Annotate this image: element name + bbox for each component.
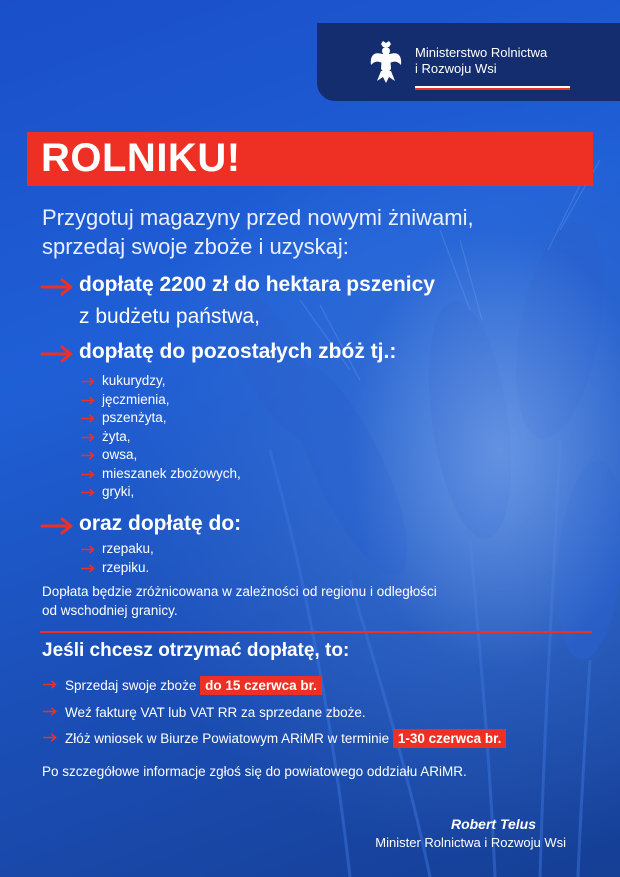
list-item: [80, 446, 241, 465]
list-item-label: owsa,: [102, 447, 138, 462]
list-item-label: rzepaku,: [102, 541, 154, 556]
ministry-name-line2: i Rozwoju Wsi: [415, 61, 497, 76]
list-item-label: pszenżyta,: [102, 410, 167, 425]
list-item: [80, 465, 241, 484]
eagle-emblem-icon: [369, 41, 403, 83]
info-text: Po szczegółowe informacje zgłoś się do powiatowego oddziału ARiMR.: [42, 764, 467, 779]
step-1-deadline-badge: do 15 czerwca br.: [200, 676, 322, 695]
intro-line1: Przygotuj magazyny przed nowymi żniwami,: [42, 205, 474, 230]
ministry-name: [415, 45, 547, 77]
offer-wheat-title: dopłatę 2200 zł do hektara pszenicy: [79, 273, 435, 296]
list-item-label: kukurydzy,: [102, 373, 166, 388]
arrow-right-icon: [80, 451, 95, 460]
arrow-right-icon: [42, 733, 57, 742]
signer-title: Minister Rolnictwa i Rozwoju Wsi: [375, 835, 566, 850]
step-2: [42, 702, 366, 724]
arrow-right-icon: [80, 564, 95, 573]
conditions-title: Jeśli chcesz otrzymać dopłatę, to:: [42, 640, 350, 661]
arrow-right-icon: [80, 488, 95, 497]
list-item: [80, 428, 241, 447]
ministry-name-line1: Ministerstwo Rolnictwa: [415, 45, 548, 60]
headline: ROLNIKU!: [41, 136, 241, 180]
signature: [375, 815, 566, 853]
offer-rapeseed-title: oraz dopłatę do:: [79, 512, 242, 535]
list-item: [80, 540, 154, 559]
list-item-label: mieszanek zbożowych,: [102, 465, 241, 481]
step-3-text: Złóż wniosek w Biurze Powiatowym ARiMR w terminie: [65, 731, 390, 746]
arrow-right-icon: [80, 396, 95, 405]
note-text: [42, 582, 437, 620]
list-item-label: jęczmienia,: [102, 391, 170, 407]
list-item: [80, 483, 241, 502]
note-line1: Dopłata będzie zróżnicowana w zależności od regionu i odległości: [42, 584, 437, 599]
list-item-label: gryki,: [102, 484, 135, 499]
arrow-right-icon: [42, 680, 57, 689]
arrow-right-icon: [80, 377, 95, 386]
list-item: [80, 409, 241, 428]
headline-bar: [27, 132, 593, 186]
step-1-text: Sprzedaj swoje zboże: [65, 678, 197, 693]
arrow-right-icon: [80, 470, 95, 479]
arrow-right-icon: [40, 516, 74, 536]
step-3-deadline-badge: 1-30 czerwca br.: [393, 729, 507, 748]
arrow-right-icon: [40, 277, 74, 297]
arrow-right-icon: [80, 545, 95, 554]
ministry-header: [317, 23, 620, 101]
intro-text: [42, 203, 474, 261]
arrow-right-icon: [80, 414, 95, 423]
signer-name: Robert Telus: [450, 816, 536, 832]
step-3: [42, 728, 506, 750]
arrow-right-icon: [40, 344, 74, 364]
arrow-right-icon: [80, 433, 95, 442]
offer-wheat-subtitle: z budżetu państwa,: [79, 305, 260, 328]
list-item-label: żyta,: [102, 428, 131, 444]
list-item-label: rzepiku.: [102, 559, 150, 575]
flag-stripe: [415, 86, 570, 90]
intro-line2: sprzedaj swoje zboże i uzyskaj:: [42, 234, 349, 259]
list-item: [80, 559, 154, 578]
rapeseed-list: [80, 540, 154, 577]
other-grains-list: [80, 372, 241, 502]
step-2-text: Weź fakturę VAT lub VAT RR za sprzedane zboże.: [65, 705, 366, 720]
list-item: [80, 372, 241, 391]
divider: [40, 631, 592, 633]
note-line2: od wschodniej granicy.: [42, 603, 178, 618]
offer-other-grains-title: dopłatę do pozostałych zbóż tj.:: [79, 340, 397, 363]
step-1: [42, 675, 322, 697]
list-item: [80, 391, 241, 410]
arrow-right-icon: [42, 707, 57, 716]
